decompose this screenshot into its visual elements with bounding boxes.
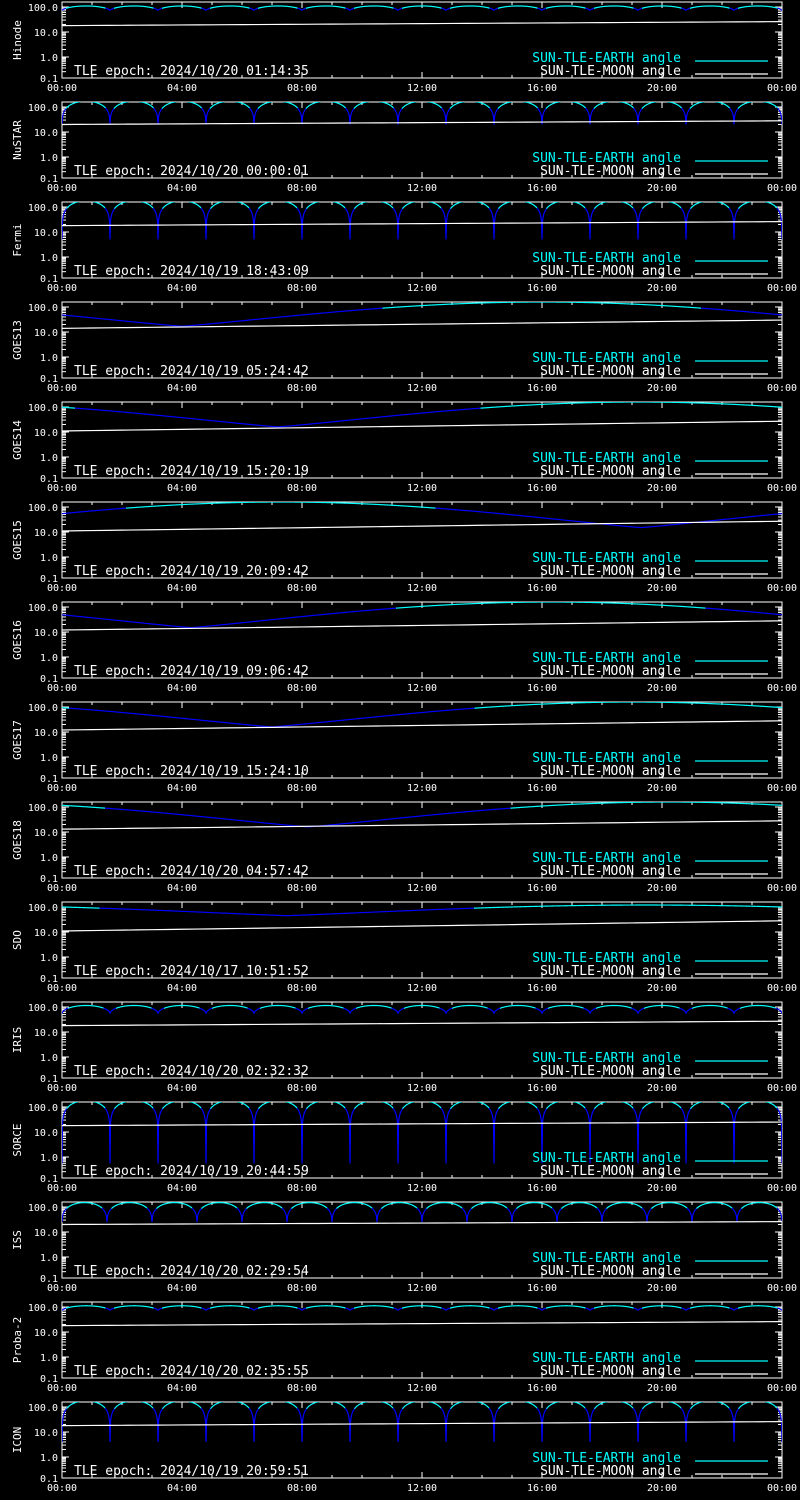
chart-panel-goes15 bbox=[0, 500, 800, 600]
series-sun-tle-moon-angle bbox=[62, 521, 782, 531]
tle-epoch-label: TLE epoch: 2024/10/20 04:57:42 bbox=[74, 864, 309, 879]
legend-moon-label: SUN-TLE-MOON angle bbox=[540, 264, 681, 279]
x-tick-label: 00:00 bbox=[766, 183, 798, 194]
tle-epoch-label: TLE epoch: 2024/10/20 01:14:35 bbox=[74, 64, 309, 79]
tle-epoch-label: TLE epoch: 2024/10/17 10:51:52 bbox=[74, 964, 309, 979]
x-tick-label: 12:00 bbox=[406, 383, 438, 394]
series-sun-tle-earth-angle-low bbox=[62, 308, 782, 326]
y-tick-label: 1.0 bbox=[39, 453, 58, 464]
series-sun-tle-earth-angle-low bbox=[62, 108, 782, 125]
y-tick-label: 10.0 bbox=[33, 928, 58, 939]
y-tick-label: 0.1 bbox=[39, 574, 58, 585]
series-sun-tle-earth-angle-low bbox=[62, 8, 782, 10]
chart-panel-goes18 bbox=[0, 800, 800, 900]
series-sun-tle-moon-angle bbox=[62, 421, 782, 431]
y-tick-label: 1.0 bbox=[39, 153, 58, 164]
x-tick-label: 12:00 bbox=[406, 1483, 438, 1494]
y-tick-label: 0.1 bbox=[39, 874, 58, 885]
x-tick-label: 12:00 bbox=[406, 983, 438, 994]
x-tick-label: 12:00 bbox=[406, 83, 438, 94]
legend-earth-label: SUN-TLE-EARTH angle bbox=[532, 1351, 681, 1366]
series-sun-tle-moon-angle bbox=[62, 121, 782, 125]
x-tick-label: 12:00 bbox=[406, 583, 438, 594]
chart-panel-iris bbox=[0, 1000, 800, 1100]
chart-panel-goes17 bbox=[0, 700, 800, 800]
legend-moon-label: SUN-TLE-MOON angle bbox=[540, 1264, 681, 1279]
y-tick-label: 1.0 bbox=[39, 753, 58, 764]
y-tick-label: 100.0 bbox=[27, 803, 58, 814]
series-sun-tle-moon-angle bbox=[62, 1222, 782, 1225]
x-tick-label: 16:00 bbox=[526, 1383, 558, 1394]
x-tick-label: 00:00 bbox=[766, 283, 798, 294]
x-tick-label: 04:00 bbox=[166, 183, 198, 194]
y-tick-label: 100.0 bbox=[27, 1403, 58, 1414]
x-tick-label: 04:00 bbox=[166, 1383, 198, 1394]
x-tick-label: 08:00 bbox=[286, 83, 318, 94]
x-tick-label: 12:00 bbox=[406, 1383, 438, 1394]
y-tick-label: 0.1 bbox=[39, 1274, 58, 1285]
x-tick-label: 12:00 bbox=[406, 683, 438, 694]
legend-earth-label: SUN-TLE-EARTH angle bbox=[532, 1051, 681, 1066]
y-tick-label: 10.0 bbox=[33, 1128, 58, 1139]
y-tick-label: 10.0 bbox=[33, 1028, 58, 1039]
satellite-name-label: GOES14 bbox=[11, 420, 24, 460]
y-tick-label: 100.0 bbox=[27, 403, 58, 414]
y-tick-label: 1.0 bbox=[39, 1053, 58, 1064]
satellite-name-label: GOES17 bbox=[11, 720, 24, 760]
x-tick-label: 08:00 bbox=[286, 183, 318, 194]
x-tick-label: 20:00 bbox=[646, 183, 678, 194]
x-tick-label: 20:00 bbox=[646, 783, 678, 794]
x-tick-label: 00:00 bbox=[46, 1383, 78, 1394]
tle-epoch-label: TLE epoch: 2024/10/19 15:20:19 bbox=[74, 464, 309, 479]
series-sun-tle-earth-angle-low bbox=[100, 908, 475, 916]
x-tick-label: 08:00 bbox=[286, 383, 318, 394]
x-tick-label: 00:00 bbox=[766, 1383, 798, 1394]
x-tick-label: 16:00 bbox=[526, 1083, 558, 1094]
legend-moon-label: SUN-TLE-MOON angle bbox=[540, 164, 681, 179]
x-tick-label: 00:00 bbox=[46, 1083, 78, 1094]
x-tick-label: 20:00 bbox=[646, 1183, 678, 1194]
series-sun-tle-moon-angle bbox=[62, 222, 782, 226]
satellite-name-label: GOES15 bbox=[11, 520, 24, 560]
y-tick-label: 0.1 bbox=[39, 774, 58, 785]
y-tick-label: 100.0 bbox=[27, 1103, 58, 1114]
x-tick-label: 04:00 bbox=[166, 783, 198, 794]
x-tick-label: 12:00 bbox=[406, 1283, 438, 1294]
tle-epoch-label: TLE epoch: 2024/10/19 09:06:42 bbox=[74, 664, 309, 679]
x-tick-label: 04:00 bbox=[166, 583, 198, 594]
satellite-name-label: SORCE bbox=[11, 1123, 24, 1157]
x-tick-label: 16:00 bbox=[526, 983, 558, 994]
satellite-name-label: Hinode bbox=[11, 20, 24, 60]
legend-earth-label: SUN-TLE-EARTH angle bbox=[532, 51, 681, 66]
x-tick-label: 08:00 bbox=[286, 683, 318, 694]
chart-panel-iss bbox=[0, 1200, 800, 1300]
x-tick-label: 00:00 bbox=[46, 983, 78, 994]
series-sun-tle-earth-angle-high bbox=[126, 502, 436, 508]
y-tick-label: 0.1 bbox=[39, 1374, 58, 1385]
chart-panel-nustar bbox=[0, 100, 800, 200]
satellite-name-label: Proba-2 bbox=[11, 1316, 24, 1364]
y-tick-label: 0.1 bbox=[39, 1074, 58, 1085]
x-tick-label: 00:00 bbox=[46, 383, 78, 394]
x-tick-label: 08:00 bbox=[286, 883, 318, 894]
x-tick-label: 04:00 bbox=[166, 1183, 198, 1194]
y-tick-label: 10.0 bbox=[33, 628, 58, 639]
x-tick-label: 12:00 bbox=[406, 1183, 438, 1194]
chart-panel-sdo bbox=[0, 900, 800, 1000]
x-tick-label: 20:00 bbox=[646, 83, 678, 94]
x-tick-label: 00:00 bbox=[46, 1183, 78, 1194]
x-tick-label: 08:00 bbox=[286, 1483, 318, 1494]
x-tick-label: 16:00 bbox=[526, 483, 558, 494]
x-tick-label: 16:00 bbox=[526, 183, 558, 194]
series-sun-tle-moon-angle bbox=[62, 1021, 782, 1025]
legend-earth-label: SUN-TLE-EARTH angle bbox=[532, 551, 681, 566]
y-tick-label: 100.0 bbox=[27, 603, 58, 614]
satellite-name-label: SDO bbox=[11, 930, 24, 950]
y-tick-label: 0.1 bbox=[39, 1174, 58, 1185]
x-tick-label: 12:00 bbox=[406, 183, 438, 194]
x-tick-label: 12:00 bbox=[406, 883, 438, 894]
y-tick-label: 100.0 bbox=[27, 1303, 58, 1314]
chart-panel-sorce bbox=[0, 1100, 800, 1200]
x-tick-label: 00:00 bbox=[46, 883, 78, 894]
legend-earth-label: SUN-TLE-EARTH angle bbox=[532, 651, 681, 666]
chart-panel-proba-2 bbox=[0, 1300, 800, 1400]
x-tick-label: 00:00 bbox=[46, 1283, 78, 1294]
legend-moon-label: SUN-TLE-MOON angle bbox=[540, 1464, 681, 1479]
series-sun-tle-earth-angle-low bbox=[62, 508, 782, 527]
x-tick-label: 20:00 bbox=[646, 1483, 678, 1494]
y-tick-label: 1.0 bbox=[39, 1453, 58, 1464]
legend-moon-label: SUN-TLE-MOON angle bbox=[540, 464, 681, 479]
x-tick-label: 08:00 bbox=[286, 283, 318, 294]
y-tick-label: 1.0 bbox=[39, 653, 58, 664]
legend-earth-label: SUN-TLE-EARTH angle bbox=[532, 151, 681, 166]
satellite-name-label: GOES16 bbox=[11, 620, 24, 660]
legend-earth-label: SUN-TLE-EARTH angle bbox=[532, 351, 681, 366]
y-tick-label: 0.1 bbox=[39, 1474, 58, 1485]
y-tick-label: 0.1 bbox=[39, 674, 58, 685]
x-tick-label: 16:00 bbox=[526, 1183, 558, 1194]
satellite-name-label: ICON bbox=[11, 1426, 24, 1454]
y-tick-label: 10.0 bbox=[33, 128, 58, 139]
y-tick-label: 1.0 bbox=[39, 353, 58, 364]
satellite-name-label: IRIS bbox=[11, 1026, 24, 1054]
satellite-name-label: GOES13 bbox=[11, 320, 24, 360]
x-tick-label: 16:00 bbox=[526, 83, 558, 94]
y-tick-label: 10.0 bbox=[33, 1428, 58, 1439]
legend-earth-label: SUN-TLE-EARTH angle bbox=[532, 951, 681, 966]
x-tick-label: 16:00 bbox=[526, 283, 558, 294]
y-tick-label: 100.0 bbox=[27, 3, 58, 14]
x-tick-label: 00:00 bbox=[766, 1183, 798, 1194]
x-tick-label: 04:00 bbox=[166, 283, 198, 294]
x-tick-label: 00:00 bbox=[46, 583, 78, 594]
chart-panel-fermi bbox=[0, 200, 800, 300]
x-tick-label: 04:00 bbox=[166, 483, 198, 494]
x-tick-label: 16:00 bbox=[526, 1283, 558, 1294]
y-tick-label: 100.0 bbox=[27, 503, 58, 514]
x-tick-label: 08:00 bbox=[286, 1383, 318, 1394]
series-sun-tle-earth-angle-high bbox=[396, 602, 706, 608]
x-tick-label: 04:00 bbox=[166, 1283, 198, 1294]
y-tick-label: 10.0 bbox=[33, 528, 58, 539]
x-tick-label: 04:00 bbox=[166, 683, 198, 694]
legend-moon-label: SUN-TLE-MOON angle bbox=[540, 864, 681, 879]
y-tick-label: 1.0 bbox=[39, 1153, 58, 1164]
series-sun-tle-moon-angle bbox=[62, 721, 782, 730]
legend-earth-label: SUN-TLE-EARTH angle bbox=[532, 751, 681, 766]
y-tick-label: 100.0 bbox=[27, 103, 58, 114]
x-tick-label: 16:00 bbox=[526, 883, 558, 894]
x-tick-label: 16:00 bbox=[526, 583, 558, 594]
y-tick-label: 10.0 bbox=[33, 228, 58, 239]
legend-earth-label: SUN-TLE-EARTH angle bbox=[532, 1151, 681, 1166]
series-sun-tle-moon-angle bbox=[62, 1422, 782, 1426]
y-tick-label: 0.1 bbox=[39, 974, 58, 985]
series-sun-tle-moon-angle bbox=[62, 22, 782, 26]
y-tick-label: 1.0 bbox=[39, 953, 58, 964]
y-tick-label: 10.0 bbox=[33, 1228, 58, 1239]
y-tick-label: 100.0 bbox=[27, 1203, 58, 1214]
legend-earth-label: SUN-TLE-EARTH angle bbox=[532, 1251, 681, 1266]
tle-epoch-label: TLE epoch: 2024/10/19 20:44:59 bbox=[74, 1164, 309, 1179]
x-tick-label: 00:00 bbox=[766, 983, 798, 994]
legend-earth-label: SUN-TLE-EARTH angle bbox=[532, 251, 681, 266]
chart-panel-goes14 bbox=[0, 400, 800, 500]
x-tick-label: 00:00 bbox=[766, 1283, 798, 1294]
x-tick-label: 16:00 bbox=[526, 683, 558, 694]
series-sun-tle-moon-angle bbox=[62, 821, 782, 829]
x-tick-label: 00:00 bbox=[766, 483, 798, 494]
x-tick-label: 00:00 bbox=[766, 683, 798, 694]
legend-moon-label: SUN-TLE-MOON angle bbox=[540, 764, 681, 779]
y-tick-label: 0.1 bbox=[39, 274, 58, 285]
y-tick-label: 100.0 bbox=[27, 1003, 58, 1014]
tle-epoch-label: TLE epoch: 2024/10/19 05:24:42 bbox=[74, 364, 309, 379]
x-tick-label: 20:00 bbox=[646, 383, 678, 394]
x-tick-label: 20:00 bbox=[646, 683, 678, 694]
x-tick-label: 12:00 bbox=[406, 483, 438, 494]
legend-moon-label: SUN-TLE-MOON angle bbox=[540, 1064, 681, 1079]
legend-earth-label: SUN-TLE-EARTH angle bbox=[532, 451, 681, 466]
x-tick-label: 20:00 bbox=[646, 1283, 678, 1294]
x-tick-label: 12:00 bbox=[406, 783, 438, 794]
y-tick-label: 0.1 bbox=[39, 74, 58, 85]
x-tick-label: 04:00 bbox=[166, 1483, 198, 1494]
y-tick-label: 0.1 bbox=[39, 374, 58, 385]
series-sun-tle-moon-angle bbox=[62, 921, 782, 931]
x-tick-label: 04:00 bbox=[166, 1083, 198, 1094]
chart-panel-goes16 bbox=[0, 600, 800, 700]
legend-moon-label: SUN-TLE-MOON angle bbox=[540, 364, 681, 379]
legend-moon-label: SUN-TLE-MOON angle bbox=[540, 664, 681, 679]
y-tick-label: 100.0 bbox=[27, 703, 58, 714]
x-tick-label: 00:00 bbox=[46, 483, 78, 494]
x-tick-label: 00:00 bbox=[766, 383, 798, 394]
legend-moon-label: SUN-TLE-MOON angle bbox=[540, 64, 681, 79]
chart-panel-goes13 bbox=[0, 300, 800, 400]
series-sun-tle-earth-angle-low bbox=[69, 708, 475, 727]
x-tick-label: 20:00 bbox=[646, 883, 678, 894]
x-tick-label: 08:00 bbox=[286, 983, 318, 994]
legend-earth-label: SUN-TLE-EARTH angle bbox=[532, 1451, 681, 1466]
y-tick-label: 1.0 bbox=[39, 1253, 58, 1264]
legend-moon-label: SUN-TLE-MOON angle bbox=[540, 1164, 681, 1179]
tle-epoch-label: TLE epoch: 2024/10/20 00:00:01 bbox=[74, 164, 309, 179]
y-tick-label: 1.0 bbox=[39, 53, 58, 64]
y-tick-label: 1.0 bbox=[39, 253, 58, 264]
legend-moon-label: SUN-TLE-MOON angle bbox=[540, 964, 681, 979]
series-sun-tle-moon-angle bbox=[62, 320, 782, 328]
x-tick-label: 00:00 bbox=[46, 183, 78, 194]
x-tick-label: 00:00 bbox=[46, 83, 78, 94]
x-tick-label: 12:00 bbox=[406, 1083, 438, 1094]
y-tick-label: 10.0 bbox=[33, 328, 58, 339]
x-tick-label: 00:00 bbox=[766, 1083, 798, 1094]
x-tick-label: 00:00 bbox=[766, 1483, 798, 1494]
y-tick-label: 100.0 bbox=[27, 203, 58, 214]
tle-epoch-label: TLE epoch: 2024/10/19 20:59:51 bbox=[74, 1464, 309, 1479]
legend-moon-label: SUN-TLE-MOON angle bbox=[540, 564, 681, 579]
x-tick-label: 08:00 bbox=[286, 583, 318, 594]
series-sun-tle-moon-angle bbox=[62, 1322, 782, 1326]
series-sun-tle-earth-angle-low bbox=[75, 408, 481, 427]
series-sun-tle-earth-angle-low bbox=[62, 1008, 782, 1013]
x-tick-label: 16:00 bbox=[526, 783, 558, 794]
y-tick-label: 10.0 bbox=[33, 1328, 58, 1339]
x-tick-label: 08:00 bbox=[286, 1183, 318, 1194]
x-tick-label: 20:00 bbox=[646, 583, 678, 594]
y-tick-label: 100.0 bbox=[27, 903, 58, 914]
y-tick-label: 1.0 bbox=[39, 1353, 58, 1364]
x-tick-label: 04:00 bbox=[166, 883, 198, 894]
x-tick-label: 00:00 bbox=[46, 283, 78, 294]
x-tick-label: 00:00 bbox=[766, 783, 798, 794]
legend-moon-label: SUN-TLE-MOON angle bbox=[540, 1364, 681, 1379]
x-tick-label: 00:00 bbox=[46, 683, 78, 694]
x-tick-label: 04:00 bbox=[166, 983, 198, 994]
y-tick-label: 0.1 bbox=[39, 474, 58, 485]
satellite-name-label: ISS bbox=[11, 1230, 24, 1250]
y-tick-label: 10.0 bbox=[33, 28, 58, 39]
x-tick-label: 00:00 bbox=[766, 583, 798, 594]
chart-panel-icon bbox=[0, 1400, 800, 1500]
tle-epoch-label: TLE epoch: 2024/10/20 02:29:54 bbox=[74, 1264, 309, 1279]
series-sun-tle-earth-angle-low bbox=[62, 1308, 782, 1311]
y-tick-label: 1.0 bbox=[39, 553, 58, 564]
y-tick-label: 10.0 bbox=[33, 728, 58, 739]
y-tick-label: 10.0 bbox=[33, 828, 58, 839]
x-tick-label: 20:00 bbox=[646, 1083, 678, 1094]
x-tick-label: 20:00 bbox=[646, 283, 678, 294]
satellite-name-label: GOES18 bbox=[11, 820, 24, 860]
y-tick-label: 10.0 bbox=[33, 428, 58, 439]
satellite-name-label: Fermi bbox=[11, 223, 24, 257]
x-tick-label: 20:00 bbox=[646, 983, 678, 994]
x-tick-label: 08:00 bbox=[286, 1283, 318, 1294]
series-sun-tle-earth-angle-low bbox=[62, 1208, 782, 1222]
y-tick-label: 1.0 bbox=[39, 853, 58, 864]
x-tick-label: 12:00 bbox=[406, 283, 438, 294]
x-tick-label: 20:00 bbox=[646, 1383, 678, 1394]
chart-panel-hinode bbox=[0, 0, 800, 100]
x-tick-label: 00:00 bbox=[766, 883, 798, 894]
tle-epoch-label: TLE epoch: 2024/10/19 15:24:10 bbox=[74, 764, 309, 779]
legend-earth-label: SUN-TLE-EARTH angle bbox=[532, 851, 681, 866]
x-tick-label: 00:00 bbox=[766, 83, 798, 94]
tle-epoch-label: TLE epoch: 2024/10/19 18:43:09 bbox=[74, 264, 309, 279]
tle-epoch-label: TLE epoch: 2024/10/19 20:09:42 bbox=[74, 564, 309, 579]
y-tick-label: 100.0 bbox=[27, 303, 58, 314]
tle-epoch-label: TLE epoch: 2024/10/20 02:35:55 bbox=[74, 1364, 309, 1379]
x-tick-label: 08:00 bbox=[286, 783, 318, 794]
series-sun-tle-earth-angle-low bbox=[62, 608, 782, 627]
x-tick-label: 20:00 bbox=[646, 483, 678, 494]
tle-epoch-label: TLE epoch: 2024/10/20 02:32:32 bbox=[74, 1064, 309, 1079]
series-sun-tle-moon-angle bbox=[62, 1122, 782, 1126]
x-tick-label: 04:00 bbox=[166, 383, 198, 394]
x-tick-label: 16:00 bbox=[526, 1483, 558, 1494]
x-tick-label: 08:00 bbox=[286, 483, 318, 494]
satellite-name-label: NuSTAR bbox=[11, 120, 24, 160]
x-tick-label: 08:00 bbox=[286, 1083, 318, 1094]
y-tick-label: 0.1 bbox=[39, 174, 58, 185]
x-tick-label: 00:00 bbox=[46, 1483, 78, 1494]
x-tick-label: 16:00 bbox=[526, 383, 558, 394]
x-tick-label: 00:00 bbox=[46, 783, 78, 794]
x-tick-label: 04:00 bbox=[166, 83, 198, 94]
